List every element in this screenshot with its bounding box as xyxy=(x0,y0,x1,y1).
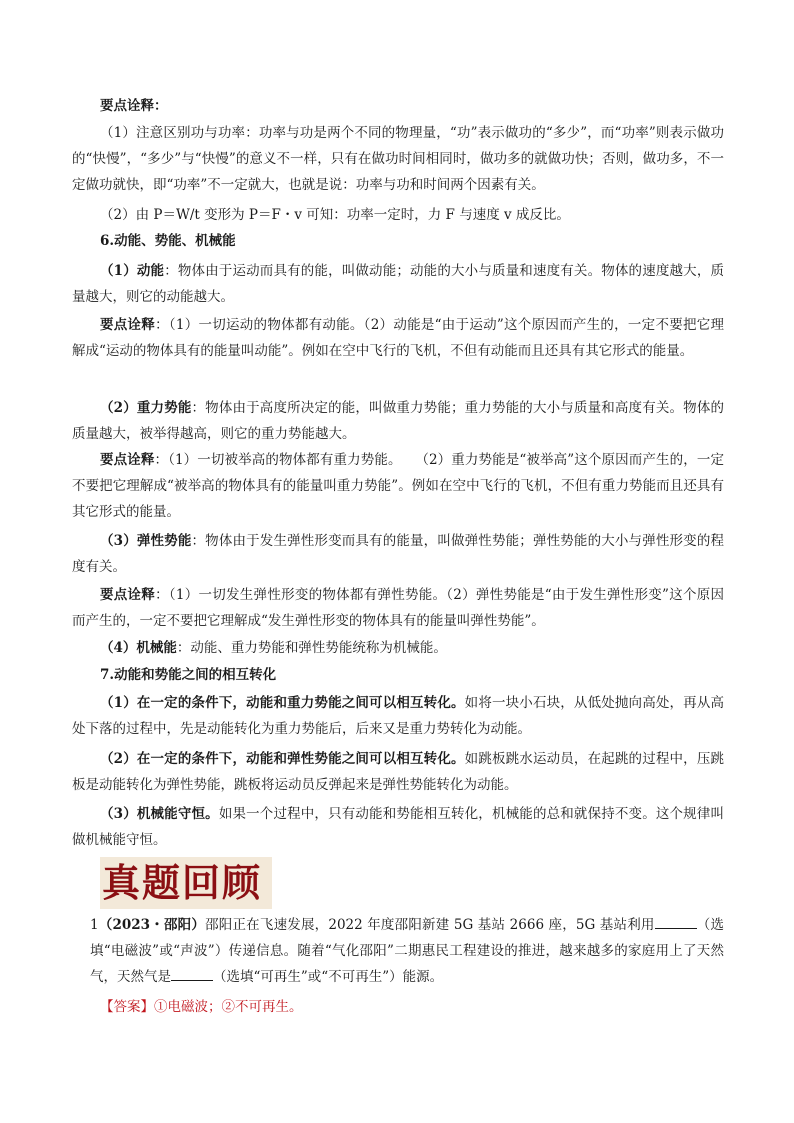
section-7-title: 7.动能和势能之间的相互转化 xyxy=(100,667,277,683)
power-paragraph-2: （2）由 P＝W/t 变形为 P＝F・v 可知：功率一定时，力 F 与速度 v 成反比。 xyxy=(100,207,570,223)
kinetic-points-paragraph: 要点诠释：（1）一切运动的物体都有动能。（2）动能是“由于运动”这个原因而产生的，一定不要把它理解成“运动的物体具有的能量叫动能”。例如在空中飞行的飞机，不但有动能而且还具有其它形式的能量。 xyxy=(72,317,725,359)
mechanical-paragraph: （4）机械能：动能、重力势能和弹性势能统称为机械能。 xyxy=(100,640,447,656)
answer-blank-1[interactable] xyxy=(655,914,697,929)
elastic-paragraph: （3）弹性势能：物体由于发生弹性形变而具有的能量，叫做弹性势能；弹性势能的大小与弹性形变的程度有关。 xyxy=(72,533,724,575)
conversion-paragraph-1: （1）在一定的条件下，动能和重力势能之间可以相互转化。如将一块小石块，从低处抛向高处，再从高处下落的过程中，先是动能转化为重力势能后，后来又是重力势转化为动能。 xyxy=(72,695,724,737)
section-6-title: 6.动能、势能、机械能 xyxy=(100,233,236,249)
elastic-points-paragraph: 要点诠释：（1）一切发生弹性形变的物体都有弹性势能。（2）弹性势能是“由于发生弹性形变”这个原因而产生的，一定不要把它理解成“发生弹性形变的物体具有的能量叫弹性势能”。 xyxy=(72,587,725,629)
gravity-points-paragraph: 要点诠释：（1）一切被举高的物体都有重力势能。 （2）重力势能是“被举高”这个原因而产生的，一定不要把它理解成“被举高的物体具有的能量叫重力势能”。例如在空中飞行的飞机，不但有重力势能而且还具有其它形式的能量。 xyxy=(72,452,724,520)
conversion-paragraph-2: （2）在一定的条件下，动能和弹性势能之间可以相互转化。如跳板跳水运动员，在起跳的过程中，压跳板是动能转化为弹性势能，跳板将运动员反弹起来是弹性势能转化为动能。 xyxy=(72,751,724,793)
kinetic-paragraph: （1）动能：物体由于运动而具有的能，叫做动能；动能的大小与质量和速度有关。物体的速度越大，质量越大，则它的动能越大。 xyxy=(72,263,724,305)
review-section-banner xyxy=(100,857,272,909)
points-label: 要点诠释： xyxy=(100,98,168,114)
review-section-title: 真题回顾 xyxy=(102,860,263,905)
answer-tag: 【答案】 xyxy=(100,999,154,1015)
answer-blank-2[interactable] xyxy=(171,966,213,981)
question-1: 1（2023・邵阳）邵阳正在飞速发展，2022 年度邵阳新建 5G 基站 2666 座，5G 基站利用 （选填“电磁波”或“声波”）传递信息。随着“气化邵阳”二期惠民工程建设的推进，越来越多的家庭用上了天然气，天然气是 （选填“可再生”或“不可再生”）能源。 xyxy=(90,912,724,990)
gravity-paragraph: （2）重力势能：物体由于高度所决定的能，叫做重力势能；重力势能的大小与质量和高度有关。物体的质量越大，被举得越高，则它的重力势能越大。 xyxy=(72,400,724,442)
answer-text: ①电磁波；②不可再生。 xyxy=(154,999,303,1015)
answer-line xyxy=(90,994,734,1020)
power-paragraph-1: （1）注意区别功与功率：功率与功是两个不同的物理量，“功”表示做功的“多少”，而“功率”则表示做功的“快慢”，“多少”与“快慢”的意义不一样，只有在做功时间相同时，做功多的就做功快；否则，做功多，不一定做功就快，即“功率”不一定就大，也就是说：功率与功和时间两个因素有关。 xyxy=(72,125,724,193)
conversion-paragraph-3: （3）机械能守恒。如果一个过程中，只有动能和势能相互转化，机械能的总和就保持不变。这个规律叫做机械能守恒。 xyxy=(72,806,724,848)
